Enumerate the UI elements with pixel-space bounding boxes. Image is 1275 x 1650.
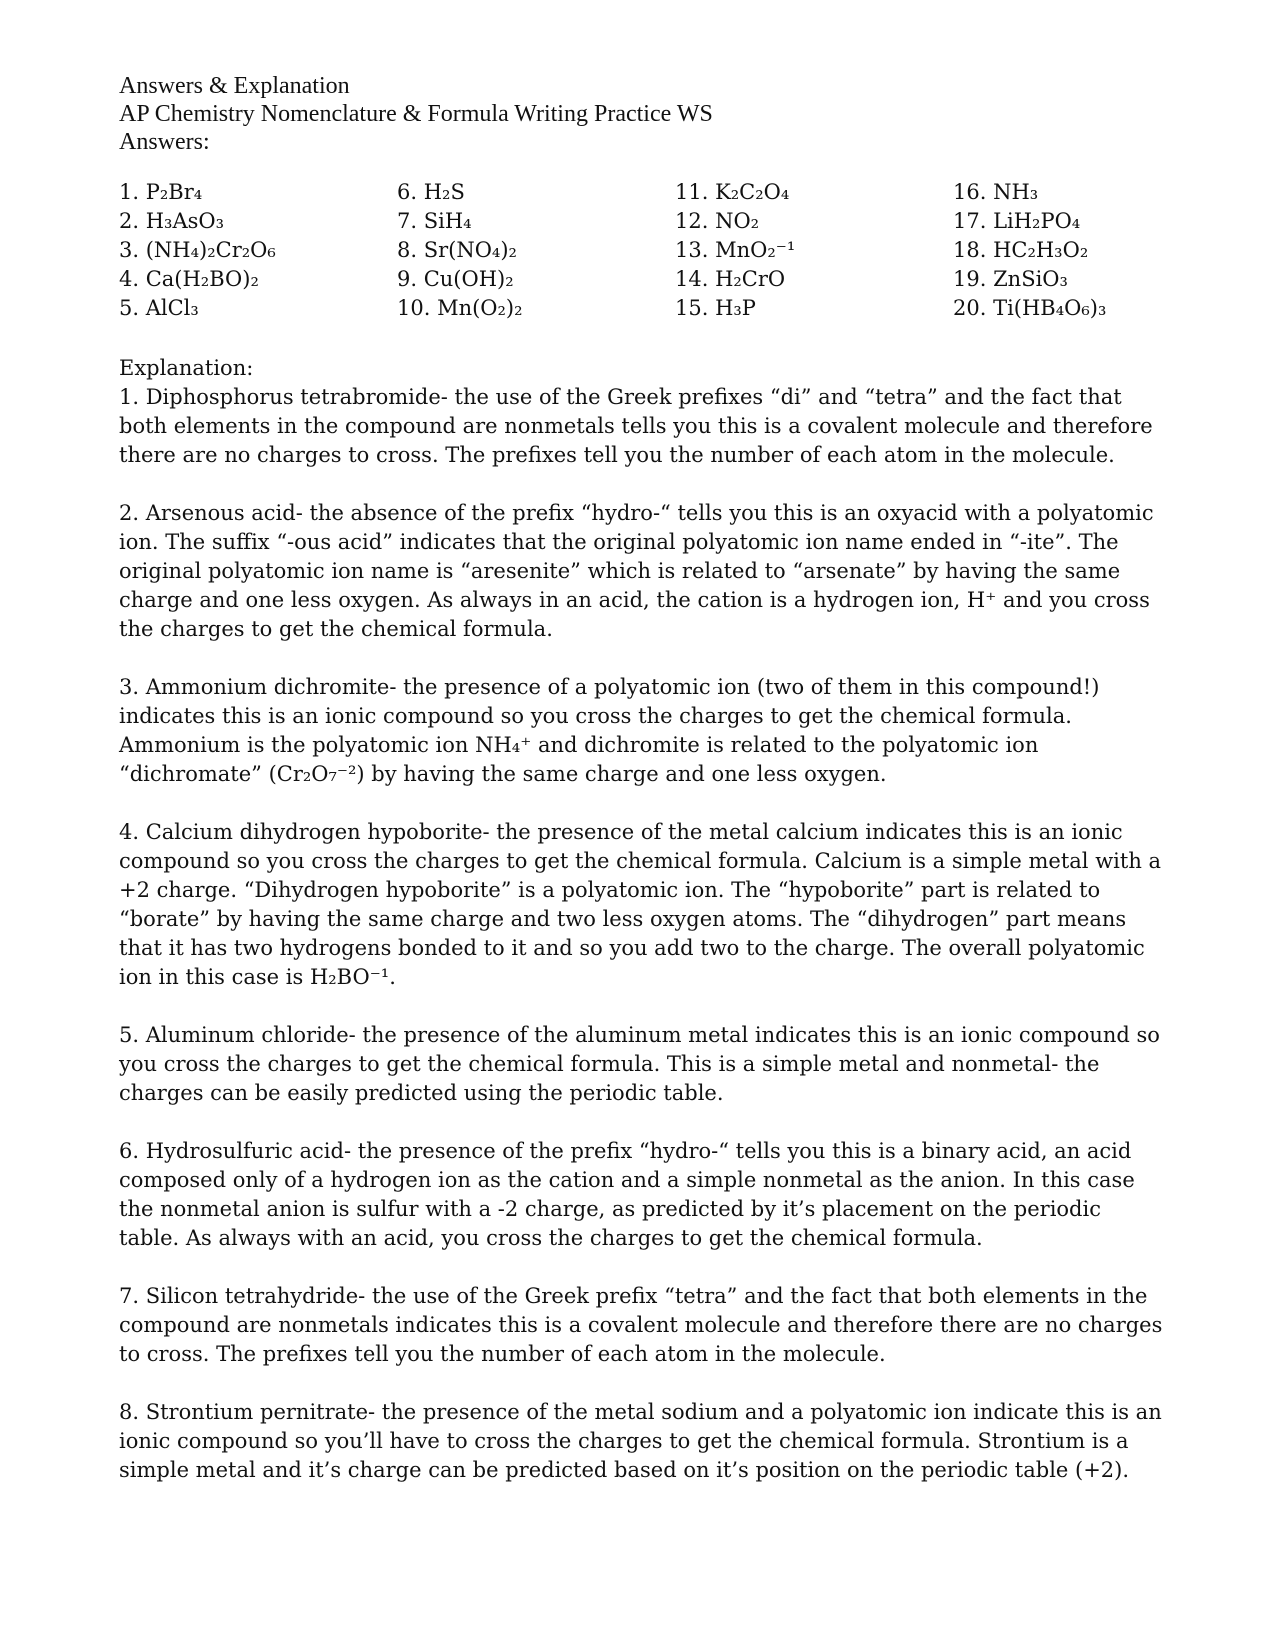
answer-16: 16. NH₃ [953, 180, 1039, 204]
answer-18: 18. HC₂H₃O₂ [953, 238, 1089, 262]
explanation-paragraph-5: 5. Aluminum chloride- the presence of the aluminum metal indicates this is an ionic compound so you cross the charges to get the chemical formula. This is a simple metal and nonmetal- the charges can be easily predicted using the periodic table. [119, 1023, 1160, 1105]
answer-15: 15. H₃P [675, 296, 756, 320]
explanation-paragraph-4: 4. Calcium dihydrogen hypoborite- the presence of the metal calcium indicates this is an ionic compound so you cross the charges to get the chemical formula. Calcium is a simple metal with a +2 charge. “Dihydrogen hypoborite” is a polyatomic ion. The “hypoborite” part is related to “borate” by having the same charge and two less oxygen atoms. The “dihydrogen” part means that it has two hydrogens bonded to it and so you add two to the charge. The overall polyatomic ion in this case is H₂BO⁻¹. [119, 820, 1162, 989]
answer-19: 19. ZnSiO₃ [953, 267, 1068, 291]
answer-9: 9. Cu(OH)₂ [397, 267, 514, 291]
explanation-paragraph-3: 3. Ammonium dichromite- the presence of a polyatomic ion (two of them in this compound!) indicates this is an ionic compound so you cross the charges to get the chemical formula. Ammonium is the polyatomic ion NH₄⁺ and dichromite is related to the polyatomic ion “dichromate” (Cr₂O₇⁻²) by having the same charge and one less oxygen. [119, 675, 1100, 786]
answer-8: 8. Sr(NO₄)₂ [397, 238, 517, 262]
explanation-section [119, 354, 1164, 1485]
explanation-paragraph-7: 7. Silicon tetrahydride- the use of the Greek prefix “tetra” and the fact that both elements in the compound are nonmetals indicates this is a covalent molecule and therefore there are no charges to cross. The prefixes tell you the number of each atom in the molecule. [119, 1284, 1163, 1366]
answer-12: 12. NO₂ [675, 209, 760, 233]
header-line-1: Answers & Explanation [119, 73, 350, 99]
explanation-paragraph-6: 6. Hydrosulfuric acid- the presence of the prefix “hydro-“ tells you this is a binary acid, an acid composed only of a hydrogen ion as the cation and a simple nonmetal as the anion. In this case the nonmetal anion is sulfur with a -2 charge, as predicted by it’s placement on the periodic table. As always with an acid, you cross the charges to get the chemical formula. [119, 1139, 1135, 1250]
answer-4: 4. Ca(H₂BO)₂ [119, 267, 259, 291]
answer-11: 11. K₂C₂O₄ [675, 180, 790, 204]
explanation-paragraph-2: 2. Arsenous acid- the absence of the prefix “hydro-“ tells you this is an oxyacid with a polyatomic ion. The suffix “-ous acid” indicates that the original polyatomic ion name ended in “-ite”. The original polyatomic ion name is “aresenite” which is related to “arsenate” by having the same charge and one less oxygen. As always in an acid, the cation is a hydrogen ion, H⁺ and you cross the charges to get the chemical formula. [119, 501, 1154, 641]
answer-3: 3. (NH₄)₂Cr₂O₆ [119, 238, 276, 262]
answers-column-4 [953, 178, 1164, 323]
answers-column-1 [119, 178, 397, 323]
explanation-heading: Explanation: [119, 356, 254, 380]
answers-grid [119, 178, 1164, 323]
answer-20: 20. Ti(HB₄O₆)₃ [953, 296, 1107, 320]
answers-column-2 [397, 178, 675, 323]
answers-column-3 [675, 178, 953, 323]
answer-2: 2. H₃AsO₃ [119, 209, 225, 233]
answer-14: 14. H₂CrO [675, 267, 786, 291]
answer-10: 10. Mn(O₂)₂ [397, 296, 523, 320]
explanation-paragraph-8: 8. Strontium pernitrate- the presence of the metal sodium and a polyatomic ion indicate this is an ionic compound so you’ll have to cross the charges to get the chemical formula. Strontium is a simple metal and it’s charge can be predicted based on it’s position on the periodic table (+2). [119, 1400, 1162, 1482]
answer-17: 17. LiH₂PO₄ [953, 209, 1081, 233]
answer-5: 5. AlCl₃ [119, 296, 199, 320]
document-page [119, 72, 1164, 1485]
answer-13: 13. MnO₂⁻¹ [675, 238, 796, 262]
worksheet-title: AP Chemistry Nomenclature & Formula Writing Practice WS [119, 101, 713, 127]
answer-6: 6. H₂S [397, 180, 465, 204]
answer-1: 1. P₂Br₄ [119, 180, 203, 204]
answer-7: 7. SiH₄ [397, 209, 472, 233]
answers-heading: Answers: [119, 129, 210, 155]
explanation-paragraph-1: 1. Diphosphorus tetrabromide- the use of the Greek prefixes “di” and “tetra” and the fact that both elements in the compound are nonmetals tells you this is a covalent molecule and therefore there are no charges to cross. The prefixes tell you the number of each atom in the molecule. [119, 385, 1153, 467]
